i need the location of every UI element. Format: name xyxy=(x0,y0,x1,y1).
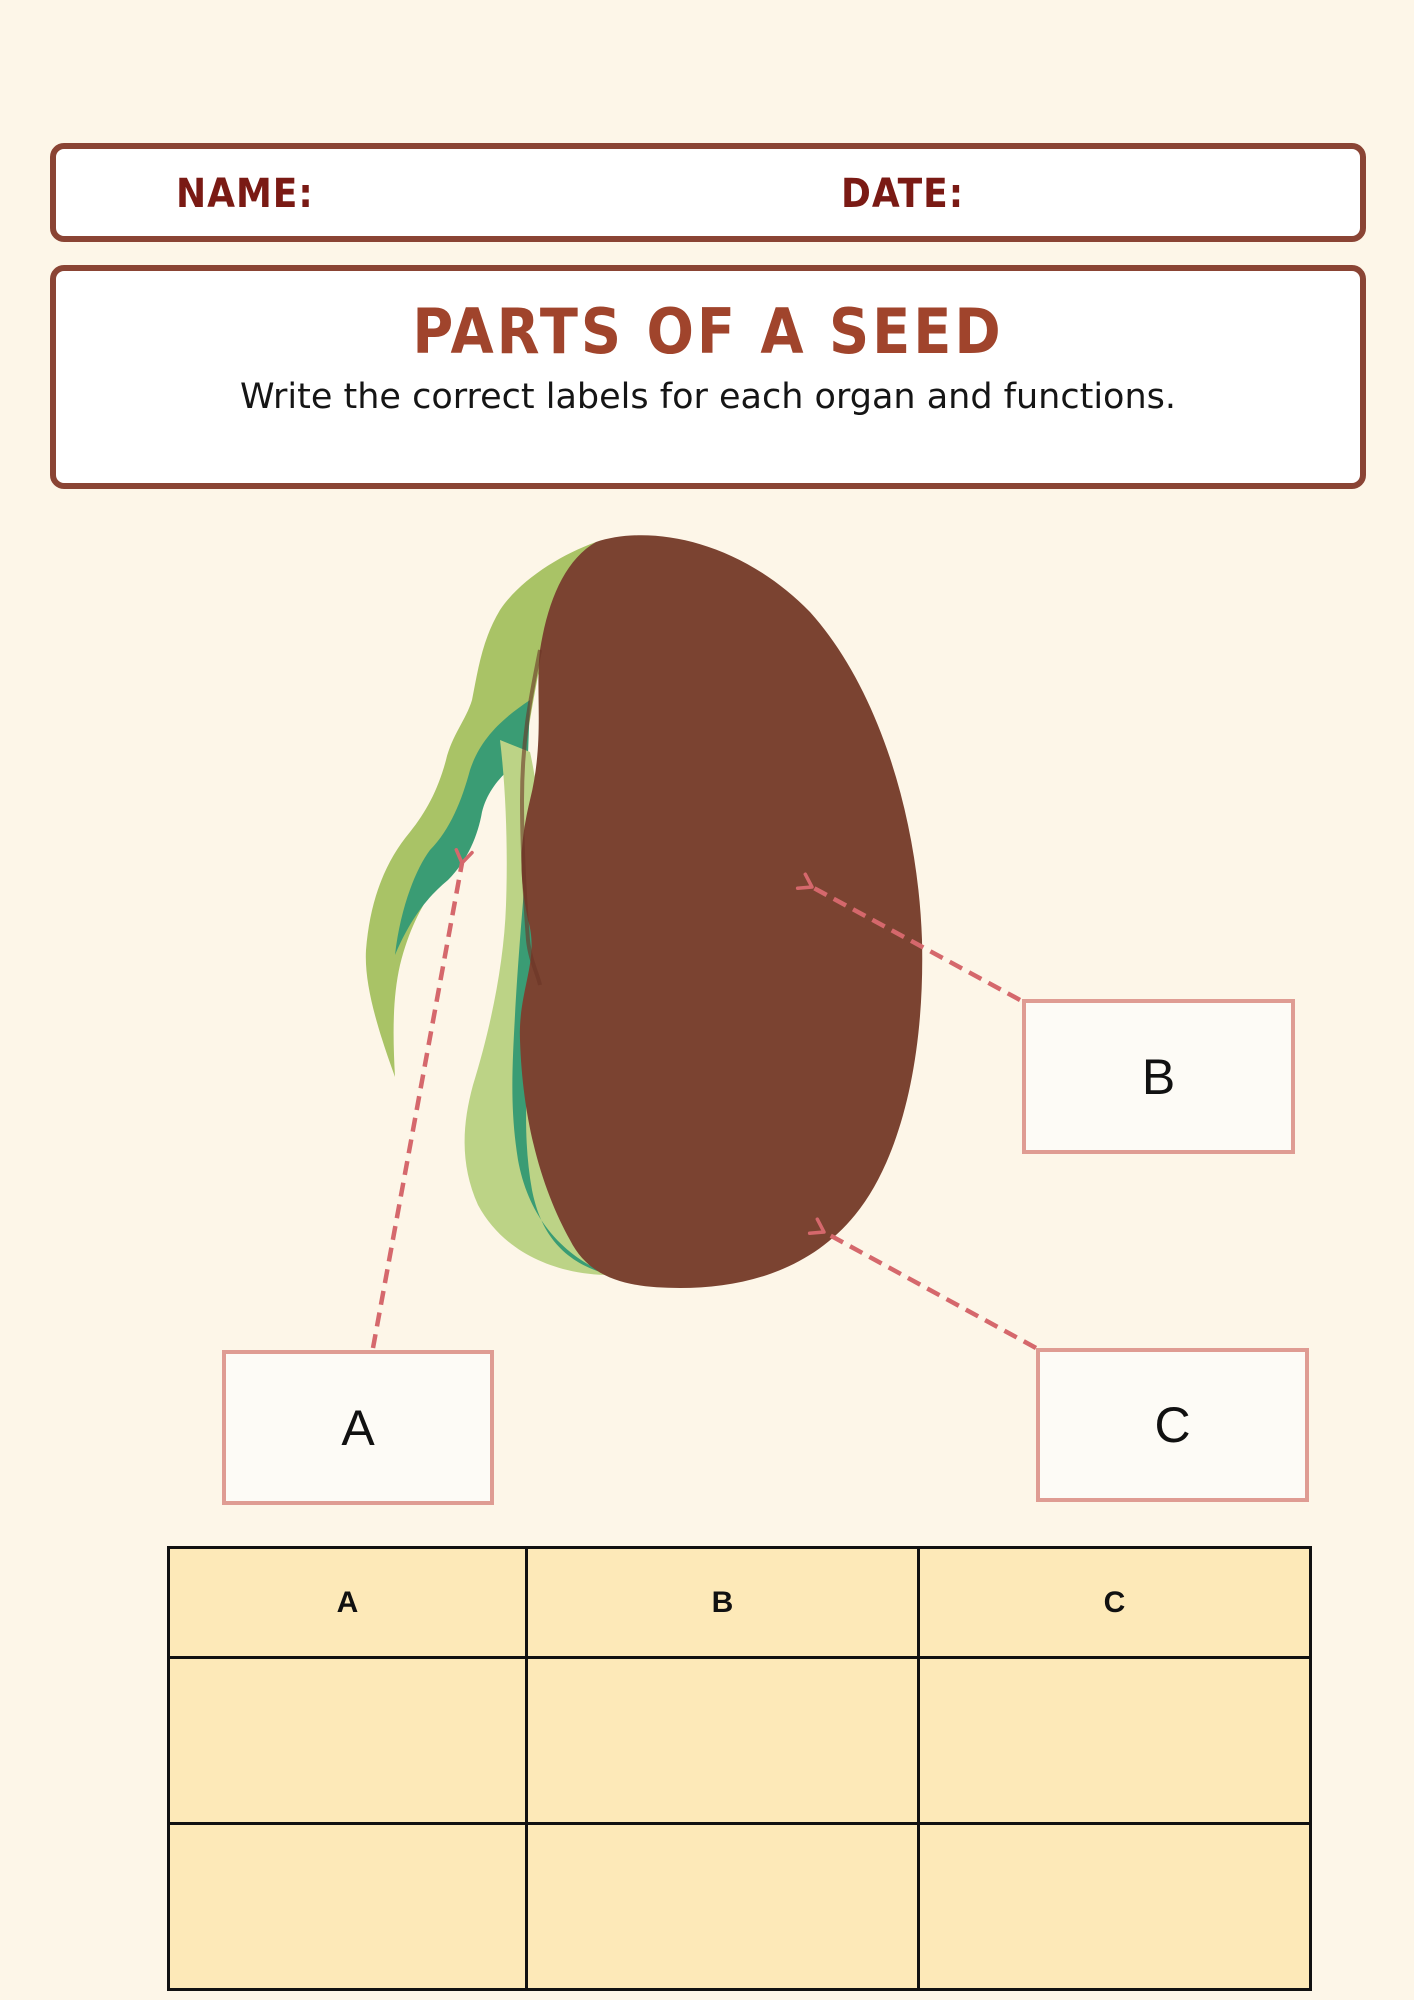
name-label: NAME: xyxy=(176,171,314,217)
arrow-c xyxy=(824,1232,1036,1348)
label-box-a[interactable] xyxy=(222,1350,494,1505)
column-header-c: C xyxy=(919,1548,1311,1658)
table-row xyxy=(169,1824,1311,1990)
label-box-b[interactable] xyxy=(1022,999,1295,1154)
label-a-text: A xyxy=(341,1399,375,1456)
label-b-text: B xyxy=(1141,1048,1176,1105)
label-c-text: C xyxy=(1154,1397,1191,1453)
column-header-b: B xyxy=(527,1548,919,1658)
worksheet-title: PARTS OF A SEED xyxy=(412,295,1004,368)
answer-cell-c[interactable] xyxy=(919,1658,1311,1824)
date-label: DATE: xyxy=(841,171,965,217)
answer-cell-b[interactable] xyxy=(527,1824,919,1990)
answer-cell-a[interactable] xyxy=(169,1824,527,1990)
answer-cell-c[interactable] xyxy=(919,1824,1311,1990)
column-header-a: A xyxy=(169,1548,527,1658)
table-header-row xyxy=(169,1548,1311,1658)
table-row xyxy=(169,1658,1311,1824)
worksheet-instructions: Write the correct labels for each organ and functions. xyxy=(239,377,1177,417)
answer-cell-b[interactable] xyxy=(527,1658,919,1824)
answer-cell-a[interactable] xyxy=(169,1658,527,1824)
label-box-c[interactable] xyxy=(1036,1348,1309,1502)
answer-table xyxy=(167,1546,1312,1991)
